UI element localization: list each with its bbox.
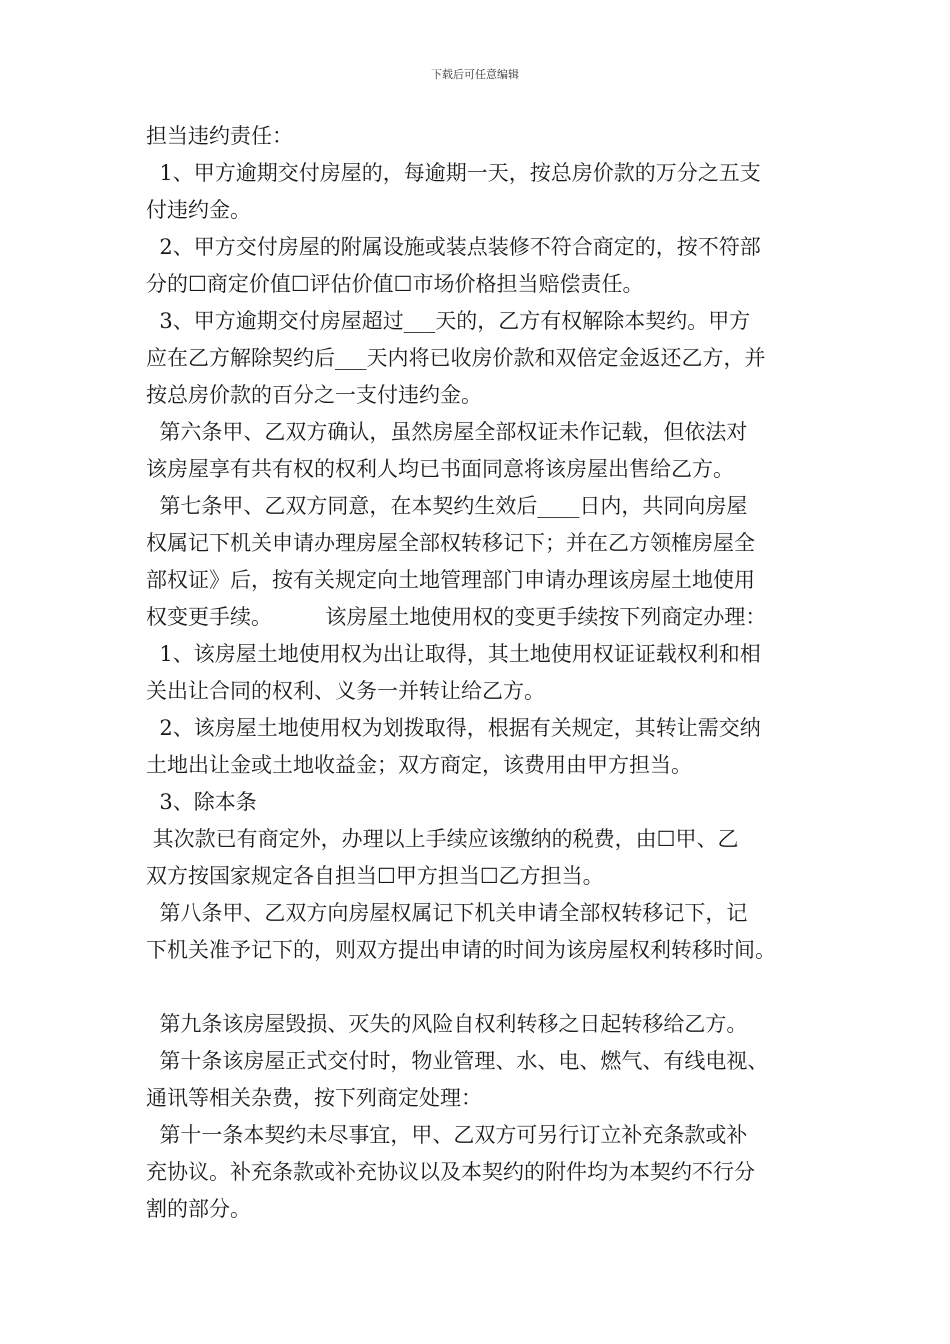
- document-line: 分的☐商定价值☐评估价值☐市场价格担当赔偿责任。: [146, 272, 644, 296]
- document-line: 按总房价款的百分之一支付违约金。: [146, 383, 482, 407]
- document-line: 3、除本条: [146, 790, 257, 814]
- document-line: 土地出让金或土地收益金；双方商定，该费用由甲方担当。: [146, 753, 692, 777]
- document-line: 通讯等相关杂费，按下列商定处理：: [146, 1086, 482, 1110]
- document-line: 2、该房屋土地使用权为划拨取得，根据有关规定，其转让需交纳: [146, 716, 761, 740]
- document-line: 权属记下机关申请办理房屋全部权转移记下；并在乙方领榷房屋全: [146, 531, 755, 555]
- document-line: 应在乙方解除契约后___天内将已收房价款和双倍定金返还乙方，并: [146, 346, 766, 370]
- blank-line: [146, 969, 836, 1006]
- document-line: 第八条甲、乙双方向房屋权属记下机关申请全部权转移记下，记: [146, 901, 748, 925]
- document-line: 权变更手续。 该房屋土地使用权的变更手续按下列商定办理：: [146, 605, 767, 629]
- document-line: 双方按国家规定各自担当☐甲方担当☐乙方担当。: [146, 864, 604, 888]
- page-header-caption: 下载后可任意编辑: [431, 68, 519, 81]
- document-line: 部权证》后，按有关规定向土地管理部门申请办理该房屋土地使用: [146, 568, 755, 592]
- document-body: [146, 118, 836, 1228]
- document-line: 第十条该房屋正式交付时，物业管理、水、电、燃气、有线电视、: [146, 1049, 769, 1073]
- document-line: 2、甲方交付房屋的附属设施或装点装修不符合商定的，按不符部: [146, 235, 761, 259]
- document-line: 第六条甲、乙双方确认，虽然房屋全部权证未作记载，但依法对: [146, 420, 748, 444]
- document-line: 关出让合同的权利、义务一并转让给乙方。: [146, 679, 545, 703]
- document-line: 1、甲方逾期交付房屋的，每逾期一天，按总房价款的万分之五支: [146, 161, 761, 185]
- document-line: 割的部分。: [146, 1197, 251, 1221]
- document-line: 第十一条本契约未尽事宜，甲、乙双方可另行订立补充条款或补: [146, 1123, 748, 1147]
- document-line: 下机关准予记下的，则双方提出申请的时间为该房屋权利转移时间。: [146, 938, 776, 962]
- document-line: 充协议。补充条款或补充协议以及本契约的附件均为本契约不行分: [146, 1160, 755, 1184]
- document-line: 1、该房屋土地使用权为出让取得，其土地使用权证证载权利和相: [146, 642, 761, 666]
- document-line: 第九条该房屋毁损、灭失的风险自权利转移之日起转移给乙方。: [146, 1012, 748, 1036]
- document-line: 3、甲方逾期交付房屋超过___天的，乙方有权解除本契约。甲方: [146, 309, 751, 333]
- document-line: 该房屋享有共有权的权利人均已书面同意将该房屋出售给乙方。: [146, 457, 734, 481]
- document-line: 第七条甲、乙双方同意，在本契约生效后____日内，共同向房屋: [146, 494, 748, 518]
- document-line: 担当违约责任：: [146, 124, 293, 148]
- document-line: 付违约金。: [146, 198, 251, 222]
- document-line: 其次款已有商定外，办理以上手续应该缴纳的税费，由☐甲、乙: [146, 827, 739, 851]
